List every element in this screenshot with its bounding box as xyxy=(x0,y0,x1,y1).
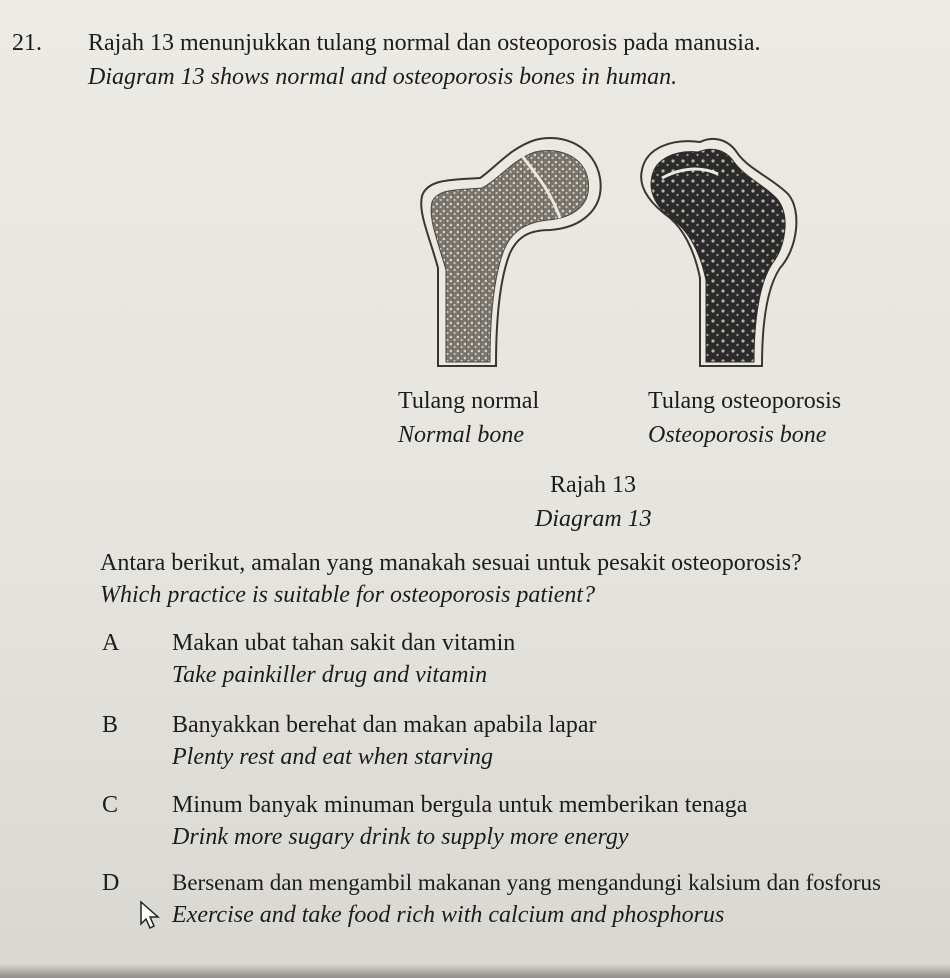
question-text-english: Diagram 13 shows normal and osteoporosis bones in human. xyxy=(88,64,678,90)
osteoporosis-bone-image xyxy=(641,139,796,366)
option-d-text-malay: Bersenam dan mengambil makanan yang mengandungi kalsium dan fosforus xyxy=(172,870,881,895)
question-text-malay: Rajah 13 menunjukkan tulang normal dan osteoporosis pada manusia. xyxy=(88,30,761,56)
mouse-pointer-icon xyxy=(138,900,164,930)
option-a-text-english: Take painkiller drug and vitamin xyxy=(172,662,488,688)
prompt-english: Which practice is suitable for osteoporosis patient? xyxy=(100,582,596,608)
prompt-malay: Antara berikut, amalan yang manakah sesuai untuk pesakit osteoporosis? xyxy=(100,550,802,576)
option-c-text-english: Drink more sugary drink to supply more energy xyxy=(172,824,629,850)
normal-bone-label-english: Normal bone xyxy=(398,422,524,448)
option-b-letter: B xyxy=(102,712,119,738)
option-b-text-english: Plenty rest and eat when starving xyxy=(172,744,494,770)
diagram-caption-malay: Rajah 13 xyxy=(550,472,636,498)
osteoporosis-bone-label-malay: Tulang osteoporosis xyxy=(648,388,842,414)
bone-diagram xyxy=(400,118,820,378)
screen-bottom-edge xyxy=(0,964,950,978)
normal-bone-label-malay: Tulang normal xyxy=(398,388,540,414)
option-d-letter: D xyxy=(102,870,120,896)
option-c-text-malay: Minum banyak minuman bergula untuk memberikan tenaga xyxy=(172,792,748,818)
diagram-caption-english: Diagram 13 xyxy=(535,506,652,532)
option-b-text-malay: Banyakkan berehat dan makan apabila lapar xyxy=(172,712,597,738)
osteoporosis-bone-label-english: Osteoporosis bone xyxy=(648,422,827,448)
option-a-letter: A xyxy=(102,630,120,656)
option-c-letter: C xyxy=(102,792,119,818)
question-number: 21. xyxy=(12,30,42,56)
option-d-text-english: Exercise and take food rich with calcium and phosphorus xyxy=(172,902,725,928)
option-a-text-malay: Makan ubat tahan sakit dan vitamin xyxy=(172,630,516,656)
normal-bone-image xyxy=(421,138,600,366)
